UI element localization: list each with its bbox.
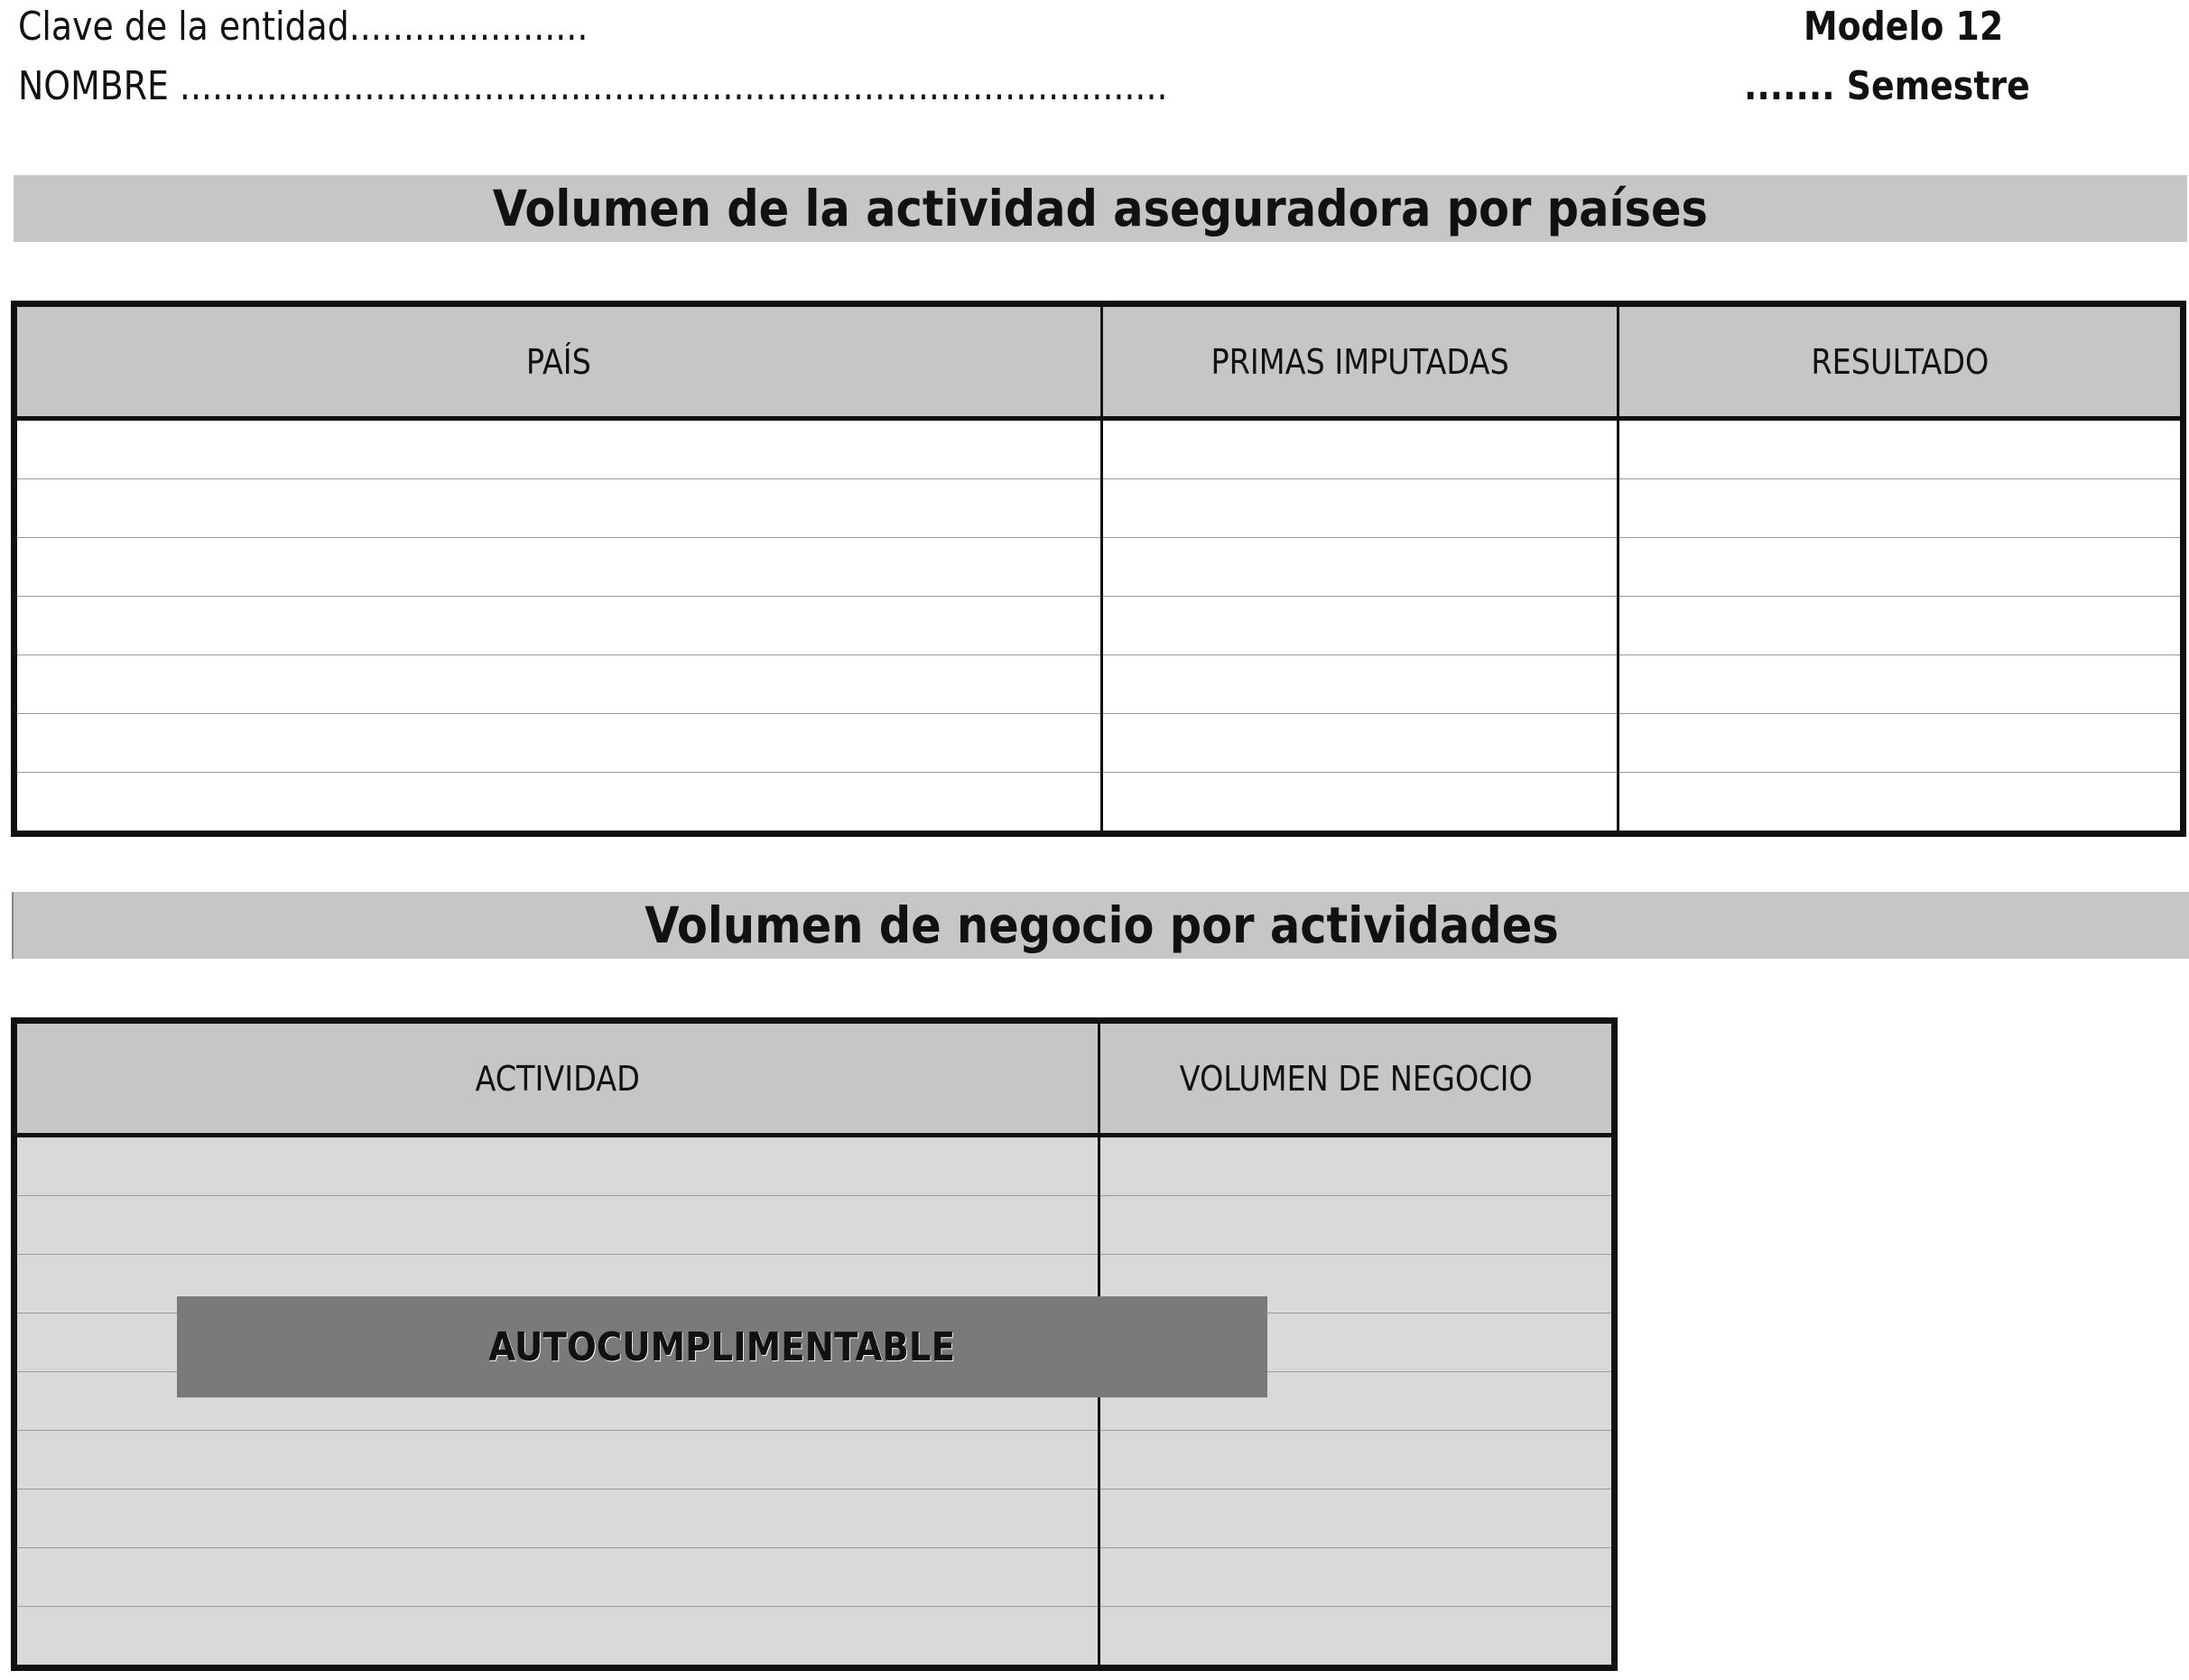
column-header: [1619, 304, 2184, 419]
paises-table: [11, 301, 2186, 837]
actividades-table-body: [14, 1136, 1615, 1668]
autocumplimentable-label: AUTOCUMPLIMENTABLE: [488, 1323, 956, 1370]
table-cell[interactable]: [1619, 479, 2184, 538]
clave-entidad-label: Clave de la entidad......................: [18, 4, 589, 50]
table-cell[interactable]: [1102, 773, 1619, 834]
table-cell[interactable]: [14, 1490, 1099, 1548]
table-row: [14, 655, 2184, 714]
table-cell[interactable]: [14, 1607, 1099, 1668]
table-row: [14, 1136, 1615, 1196]
table-cell[interactable]: [14, 714, 1102, 773]
section1-title-banner: [14, 175, 2187, 242]
table-cell[interactable]: [14, 1548, 1099, 1607]
table-cell[interactable]: [1099, 1136, 1615, 1196]
column-header: [14, 304, 1102, 419]
table-cell[interactable]: [1099, 1196, 1615, 1255]
table-row: [14, 479, 2184, 538]
semestre-label: ....... Semestre: [1744, 63, 2030, 109]
table-cell[interactable]: [14, 419, 1102, 479]
table-cell[interactable]: [1102, 538, 1619, 597]
table-cell[interactable]: [1099, 1548, 1615, 1607]
table-row: [14, 1490, 1615, 1548]
table-cell[interactable]: [1619, 597, 2184, 655]
table-row: [14, 1196, 1615, 1255]
table-cell[interactable]: [1619, 538, 2184, 597]
section2-title: Volumen de negocio por actividades: [644, 896, 1559, 954]
table-cell[interactable]: [14, 773, 1102, 834]
table-cell[interactable]: [1099, 1607, 1615, 1668]
table-cell[interactable]: [1619, 714, 2184, 773]
paises-table-body: [14, 419, 2184, 834]
nombre-label: NOMBRE ...........................................................................................: [18, 63, 1168, 109]
column-header-label: VOLUMEN DE NEGOCIO: [1179, 1058, 1533, 1099]
table-row: [14, 773, 2184, 834]
column-header: [14, 1021, 1099, 1136]
autocumplimentable-banner: [177, 1296, 1267, 1397]
table-cell[interactable]: [1102, 597, 1619, 655]
table-row: [14, 419, 2184, 479]
table-row: [14, 1607, 1615, 1668]
section2-title-banner: [12, 892, 2189, 959]
table-cell[interactable]: [1102, 479, 1619, 538]
table-row: [14, 1548, 1615, 1607]
table-row: [14, 1431, 1615, 1490]
table-cell[interactable]: [1099, 1431, 1615, 1490]
table-cell[interactable]: [14, 1431, 1099, 1490]
table-cell[interactable]: [1619, 773, 2184, 834]
table-cell[interactable]: [14, 1136, 1099, 1196]
table-row: [14, 714, 2184, 773]
actividades-table-header: [14, 1021, 1615, 1136]
table-cell[interactable]: [1099, 1490, 1615, 1548]
table-cell[interactable]: [14, 655, 1102, 714]
paises-table-header: [14, 304, 2184, 419]
table-cell[interactable]: [1619, 655, 2184, 714]
table-cell[interactable]: [14, 538, 1102, 597]
table-row: [14, 538, 2184, 597]
table-cell[interactable]: [14, 479, 1102, 538]
column-header: [1102, 304, 1619, 419]
column-header: [1099, 1021, 1615, 1136]
table-cell[interactable]: [1102, 655, 1619, 714]
table-cell[interactable]: [14, 1196, 1099, 1255]
column-header-label: PAÍS: [526, 341, 591, 382]
column-header-label: PRIMAS IMPUTADAS: [1210, 341, 1509, 382]
table-cell[interactable]: [1619, 419, 2184, 479]
table-cell[interactable]: [14, 597, 1102, 655]
modelo-label: Modelo 12: [1804, 4, 2004, 50]
column-header-label: RESULTADO: [1811, 341, 1990, 382]
table-row: [14, 597, 2184, 655]
column-header-label: ACTIVIDAD: [475, 1058, 640, 1099]
table-cell[interactable]: [1102, 714, 1619, 773]
table-cell[interactable]: [1102, 419, 1619, 479]
section1-title: Volumen de la actividad aseguradora por países: [492, 180, 1709, 237]
